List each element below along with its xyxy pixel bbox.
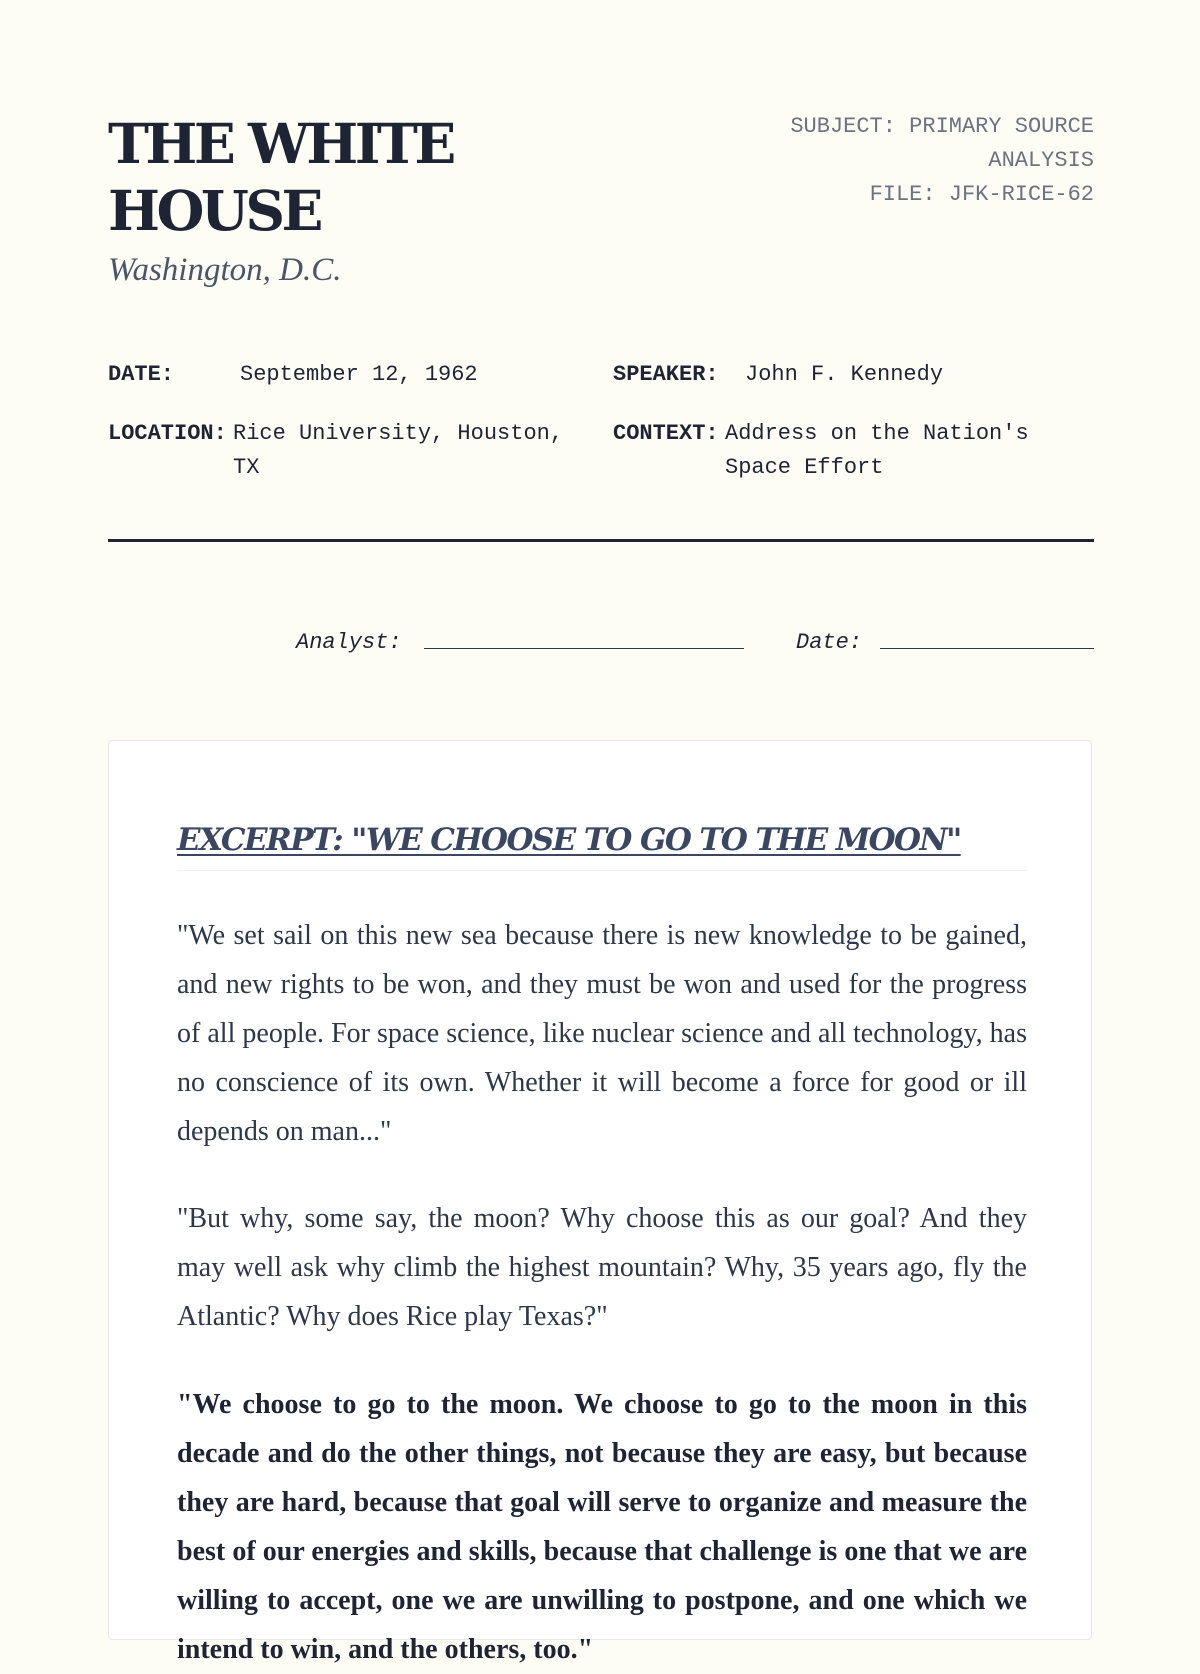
location-label: LOCATION: [108,421,227,446]
document-page [108,0,1094,1665]
context-value: Address on the Nation's Space Effort [725,421,1029,480]
sign-date-label: Date: [796,630,863,655]
excerpt-paragraph: "We set sail on this new sea because there is new knowledge to be gained, and new rights to be won, and they must be won and used for the progress of all people. For space science, like nuclear science and all technology, has no conscience of its own. Whether it will become a force for good or ill depends on man..." [177,920,1027,1147]
header-divider [108,539,1094,542]
speaker-label: SPEAKER: [613,362,719,387]
date-field [108,358,580,392]
excerpt-paragraph: "But why, some say, the moon? Why choose this as our goal? And they may well ask why climb the highest mountain? Why, 35 years ago, fly the Atlantic? Why does Rice play Texas?" [177,1203,1027,1332]
file-meta [714,110,1094,212]
sign-date-line[interactable] [880,648,1094,649]
excerpt-key-quote: "We choose to go to the moon. We choose to go to the moon in this decade and do the other things, not because they are easy, but because they are hard, because that goal will serve to organize and measure the best of our energies and skills, because that challenge is one that we are willing to accept, one we are unwilling to postpone, and one which we intend to win, and the others, too." [177,1389,1027,1665]
document-header [108,110,1094,300]
excerpt-title: EXCERPT: "WE CHOOSE TO GO TO THE MOON" [177,822,961,858]
context-label: CONTEXT: [613,421,719,446]
date-value: September 12, 1962 [240,362,478,387]
analyst-signature-line[interactable] [424,648,744,649]
location-field [108,417,593,485]
subject-line: SUBJECT: PRIMARY SOURCE [790,114,1094,139]
letterhead-title: THE WHITE HOUSE [108,111,453,243]
location-value: Rice University, Houston, TX [233,421,564,480]
file-id: FILE: JFK-RICE-62 [869,182,1094,207]
speaker-field [613,358,1085,392]
subject-line-continued: ANALYSIS [988,148,1094,173]
speaker-value: John F. Kennedy [745,362,944,387]
date-label: DATE: [108,362,175,387]
excerpt-card [108,740,1092,1665]
letterhead-subtitle: Washington, D.C. [108,252,342,288]
analyst-label: Analyst: [296,630,402,655]
context-field [613,417,1085,485]
excerpt-title-rule [177,870,1027,871]
